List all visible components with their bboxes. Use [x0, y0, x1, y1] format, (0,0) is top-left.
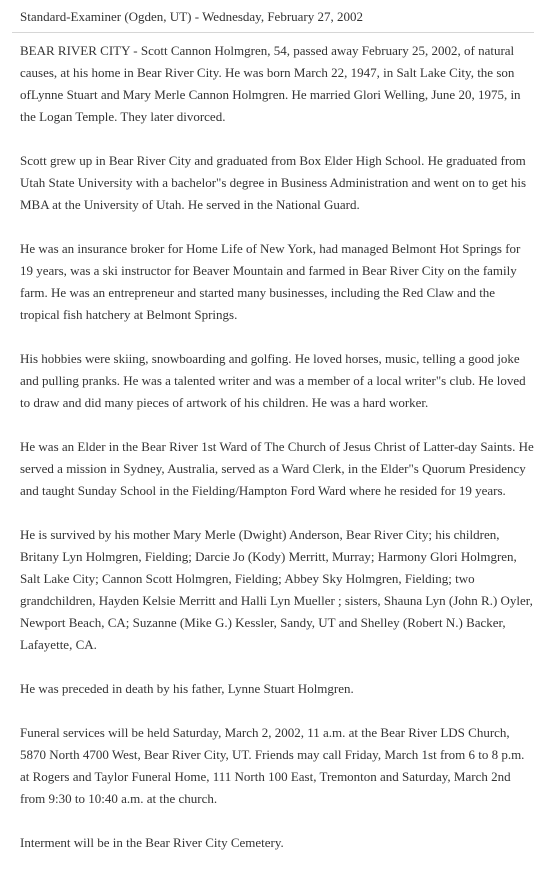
article-body	[20, 40, 535, 876]
paragraph-preceded: He was preceded in death by his father, Lynne Stuart Holmgren.	[20, 681, 354, 696]
paragraph-education: Scott grew up in Bear River City and graduated from Box Elder High School. He graduated from Utah State University with a bachelor"s degree in Business Administration and went on to get his MBA at the University of Utah. He served in the National Guard.	[20, 153, 527, 212]
paragraph-survivors: He is survived by his mother Mary Merle (Dwight) Anderson, Bear River City; his children, Britany Lyn Holmgren, Fielding; Darcie Jo (Kody) Merritt, Murray; Harmony Glori Holmgren, Salt Lake City; Cannon Scott Holmgren, Fielding; Abbey Sky Holmgren, Fielding; two grandchildren, Hayden Kelsie Merritt and Halli Lyn Mueller ; sisters, Shauna Lyn (John R.) Oyler, Newport Beach, CA; Suzanne (Mike G.) Kessler, Sandy, UT and Shelley (Robert N.) Backer, Lafayette, CA.	[20, 527, 533, 652]
paragraph-hobbies: His hobbies were skiing, snowboarding and golfing. He loved horses, music, telling a good joke and pulling pranks. He was a talented writer and was a member of a local writer"s club. He loved to draw and did many pieces of artwork of his children. He was a hard worker.	[20, 351, 526, 410]
paragraph-funeral: Funeral services will be held Saturday, March 2, 2002, 11 a.m. at the Bear River LDS Church, 5870 North 4700 West, Bear River City, UT. Friends may call Friday, March 1st from 6 to 8 p.m. at Rogers and Taylor Funeral Home, 111 North 100 East, Tremonton and Saturday, March 2nd from 9:30 to 10:40 a.m. at the church.	[20, 725, 525, 806]
source-dateline: Standard-Examiner (Ogden, UT) - Wednesday, February 27, 2002	[20, 9, 363, 24]
paragraph-church-service: He was an Elder in the Bear River 1st Ward of The Church of Jesus Christ of Latter-day Saints. He served a mission in Sydney, Australia, served as a Ward Clerk, in the Elder"s Quorum Presidency and taught Sunday School in the Fielding/Hampton Ford Ward where he resided for 19 years.	[20, 439, 534, 498]
paragraph-interment: Interment will be in the Bear River City Cemetery.	[20, 835, 284, 850]
header-divider	[12, 32, 534, 33]
paragraph-intro: BEAR RIVER CITY - Scott Cannon Holmgren, 54, passed away February 25, 2002, of natural causes, at his home in Bear River City. He was born March 22, 1947, in Salt Lake City, the son ofLynne Stuart and Mary Merle Cannon Holmgren. He married Glori Welling, June 20, 1975, in the Logan Temple. They later divorced.	[20, 43, 521, 124]
paragraph-career: He was an insurance broker for Home Life of New York, had managed Belmont Hot Springs for 19 years, was a ski instructor for Beaver Mountain and farmed in Bear River City on the family farm. He was an entrepreneur and started many businesses, including the Red Claw and the tropical fish hatchery at Belmont Springs.	[20, 241, 521, 322]
